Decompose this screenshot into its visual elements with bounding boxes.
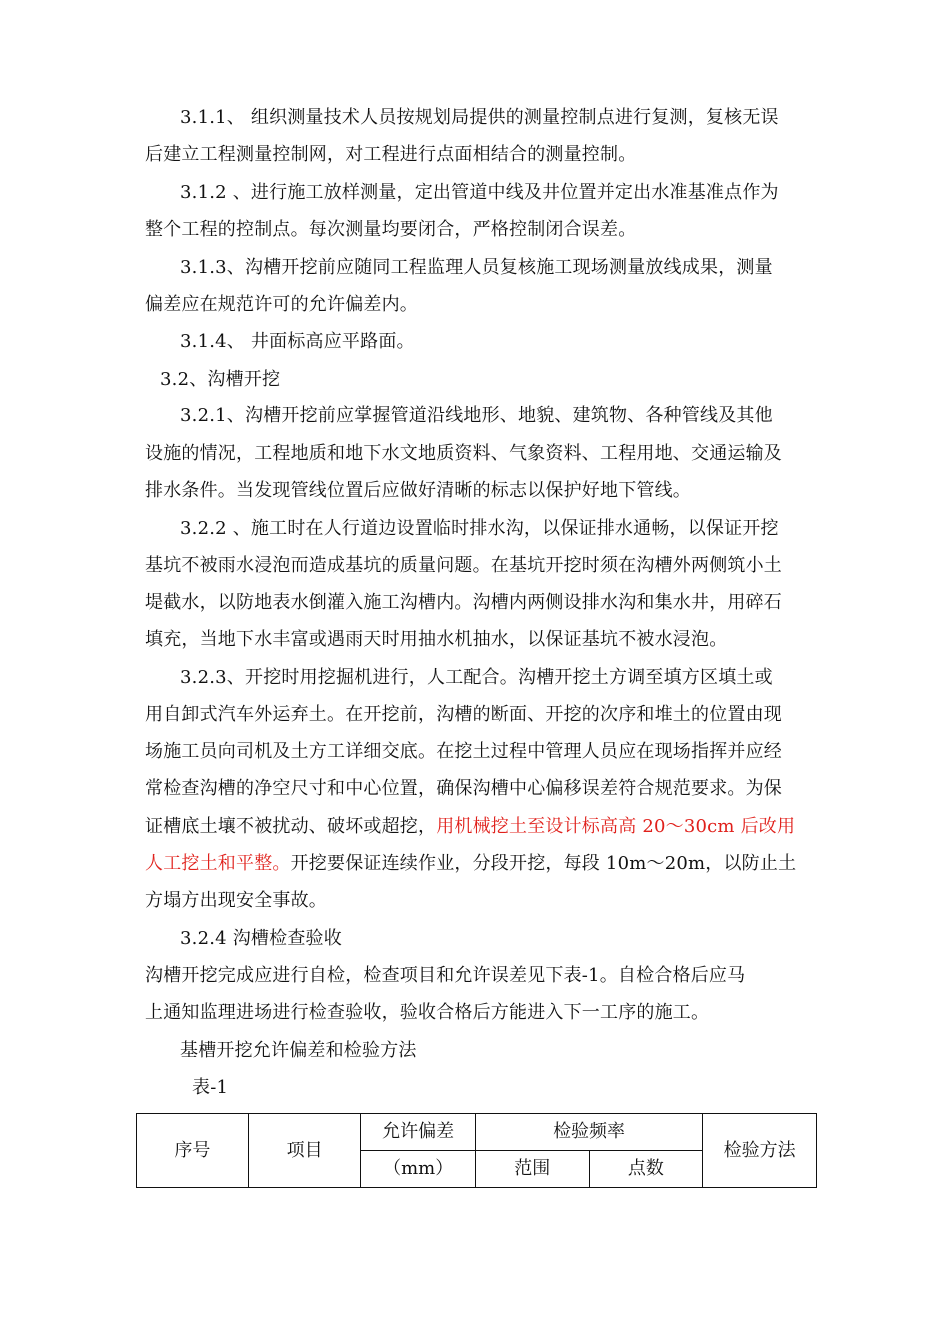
paragraph-3-2-3-line-5: [145, 816, 825, 838]
header-range: 范围: [475, 1151, 589, 1188]
highlighted-text-continued: 人工挖土和平整。: [145, 853, 291, 874]
tolerance-table: [136, 1113, 817, 1188]
paragraph-3-1-1-line-1: 3.1.1、 组织测量技术人员按规划局提供的测量控制点进行复测，复核无误: [180, 107, 779, 128]
paragraph-3-2-1-line-2: 设施的情况，工程地质和地下水文地质资料、气象资料、工程用地、交通运输及: [145, 443, 782, 464]
header-frequency: 检验频率: [475, 1114, 702, 1151]
paragraph-3-1-4: 3.1.4、 井面标高应平路面。: [180, 331, 415, 352]
paragraph-3-2-3-line-7: 方塌方出现安全事故。: [145, 890, 327, 911]
paragraph-3-1-3-line-2: 偏差应在规范许可的允许偏差内。: [145, 294, 418, 315]
paragraph-3-2-2-line-3: 堤截水，以防地表水倒灌入施工沟槽内。沟槽内两侧设排水沟和集水井，用碎石: [145, 592, 782, 613]
table-label: 表-1: [192, 1077, 229, 1098]
paragraph-3-2-1-line-1: 3.2.1、沟槽开挖前应掌握管道沿线地形、地貌、建筑物、各种管线及其他: [180, 405, 773, 426]
paragraph-3-2-3-line-6: [145, 853, 825, 875]
paragraph-3-1-2-line-2: 整个工程的控制点。每次测量均要闭合，严格控制闭合误差。: [145, 219, 637, 240]
paragraph-3-2-2-line-2: 基坑不被雨水浸泡而造成基坑的质量问题。在基坑开挖时须在沟槽外两侧筑小土: [145, 555, 782, 576]
header-tolerance-line-1: 允许偏差: [361, 1114, 475, 1151]
paragraph-3-2-2-line-4: 填充，当地下水丰富或遇雨天时用抽水机抽水，以保证基坑不被水浸泡。: [145, 629, 728, 650]
paragraph-3-2-4-line-2: 上通知监理进场进行检查验收，验收合格后方能进入下一工序的施工。: [145, 1002, 710, 1023]
paragraph-3-1-2-line-1: 3.1.2 、进行施工放样测量，定出管道中线及井位置并定出水准基准点作为: [180, 182, 779, 203]
header-method: 检验方法: [703, 1114, 817, 1188]
paragraph-3-2-3-line-1: 3.2.3、开挖时用挖掘机进行，人工配合。沟槽开挖土方调至填方区填土或: [180, 667, 773, 688]
table-title: 基槽开挖允许偏差和检验方法: [180, 1040, 417, 1061]
paragraph-3-1-1-line-2: 后建立工程测量控制网，对工程进行点面相结合的测量控制。: [145, 144, 637, 165]
table-header-row-1: [137, 1114, 817, 1151]
paragraph-3-2-3-line-6-text: 开挖要保证连续作业，分段开挖，每段 10m～20m，以防止土: [290, 853, 797, 874]
paragraph-3-2-3-line-2: 用自卸式汽车外运弃土。在开挖前，沟槽的断面、开挖的次序和堆土的位置由现: [145, 704, 782, 725]
paragraph-3-1-3-line-1: 3.1.3、沟槽开挖前应随同工程监理人员复核施工现场测量放线成果，测量: [180, 257, 773, 278]
header-index: 序号: [137, 1114, 249, 1188]
header-tolerance-line-2: （mm）: [361, 1151, 475, 1188]
paragraph-3-2-3-line-3: 场施工员向司机及土方工详细交底。在挖土过程中管理人员应在现场指挥并应经: [145, 741, 782, 762]
heading-3-2: 3.2、沟槽开挖: [160, 369, 281, 390]
paragraph-3-2-3-line-4: 常检查沟槽的净空尺寸和中心位置，确保沟槽中心偏移误差符合规范要求。为保: [145, 778, 782, 799]
heading-3-2-4: 3.2.4 沟槽检查验收: [180, 928, 342, 949]
paragraph-3-2-1-line-3: 排水条件。当发现管线位置后应做好清晰的标志以保护好地下管线。: [145, 480, 691, 501]
highlighted-text: 用机械挖土至设计标高高 20～30cm 后改用: [436, 816, 796, 837]
header-points: 点数: [589, 1151, 703, 1188]
header-item: 项目: [248, 1114, 361, 1188]
paragraph-3-2-3-line-5-text: 证槽底土壤不被扰动、破坏或超挖，: [145, 816, 437, 837]
paragraph-3-2-2-line-1: 3.2.2 、施工时在人行道边设置临时排水沟，以保证排水通畅，以保证开挖: [180, 518, 779, 539]
paragraph-3-2-4-line-1: 沟槽开挖完成应进行自检，检查项目和允许误差见下表-1。自检合格后应马: [145, 965, 746, 986]
